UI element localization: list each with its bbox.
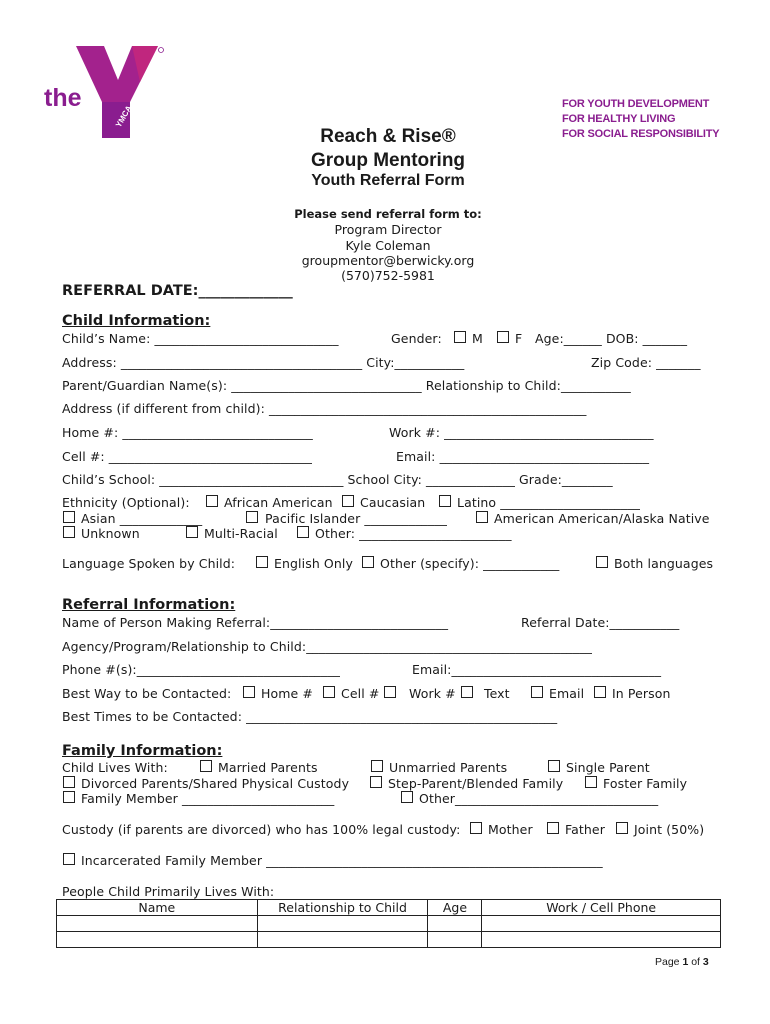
table-cell[interactable] [482,932,721,948]
multiracial-label: Multi-Racial [204,526,278,541]
contact-email[interactable]: groupmentor@berwicky.org [301,253,475,268]
pacific-islander-field[interactable]: Pacific Islander _____________ [265,511,447,526]
contact-work-label: Work # [409,686,456,701]
other-language-field[interactable]: Other (specify): ____________ [380,556,560,571]
table-cell[interactable] [428,932,482,948]
home-phone-field[interactable]: Home #: ______________________________ [62,425,313,440]
contact-home-checkbox[interactable] [243,686,255,698]
asian-field[interactable]: Asian _____________ [81,511,203,526]
language-label: Language Spoken by Child: [62,556,236,571]
both-languages-checkbox[interactable] [596,556,608,568]
unmarried-label: Unmarried Parents [389,760,508,775]
step-parent-checkbox[interactable] [370,776,382,788]
unknown-checkbox[interactable] [63,526,75,538]
custody-father-checkbox[interactable] [547,822,559,834]
custody-label: Custody (if parents are divorced) who has 100% legal custody: [62,822,461,837]
unmarried-checkbox[interactable] [371,760,383,772]
school-field[interactable]: Child’s School: _____________________________ School City: ______________ Grade:________ [62,472,613,487]
alt-address-field[interactable]: Address (if different from child): __________________________________________________ [62,401,587,416]
pacific-islander-checkbox[interactable] [246,511,258,523]
parent-guardian-field[interactable]: Parent/Guardian Name(s): ______________________________ Relationship to Child:___________ [62,378,631,393]
gender-f-checkbox[interactable] [497,331,509,343]
page-label: Page [655,956,680,968]
page-current: 1 [682,956,689,968]
table-header-row [57,900,721,916]
column-header-age: Age [428,900,482,916]
custody-mother-checkbox[interactable] [470,822,482,834]
referral-date-input[interactable]: Referral Date:___________ [521,615,680,630]
contact-email-checkbox[interactable] [531,686,543,698]
divorced-checkbox[interactable] [63,776,75,788]
referral-info-heading: Referral Information: [62,597,236,613]
english-only-checkbox[interactable] [256,556,268,568]
custody-joint-checkbox[interactable] [616,822,628,834]
work-phone-field[interactable]: Work #: _________________________________ [389,425,654,440]
table-cell[interactable] [482,916,721,932]
child-info-heading: Child Information: [62,313,211,329]
married-label: Married Parents [218,760,318,775]
contact-home-label: Home # [261,686,313,701]
contact-text-checkbox[interactable] [461,686,473,698]
column-header-phone: Work / Cell Phone [482,900,721,916]
contact-work-checkbox[interactable] [384,686,396,698]
contact-email-label: Email [549,686,585,701]
table-row[interactable] [57,916,721,932]
lives-with-label: Child Lives With: [62,760,168,775]
page-total: 3 [702,956,709,968]
family-member-checkbox[interactable] [63,791,75,803]
best-way-label: Best Way to be Contacted: [62,686,232,701]
childs-name-field[interactable]: Child’s Name: _____________________________ [62,331,339,346]
gender-m-label: M [472,331,483,346]
divorced-label: Divorced Parents/Shared Physical Custody [81,776,350,791]
unknown-label: Unknown [81,526,140,541]
caucasian-label: Caucasian [360,495,426,510]
foster-family-label: Foster Family [603,776,688,791]
table-cell[interactable] [57,916,258,932]
tagline-youth: FOR YOUTH DEVELOPMENT [562,98,710,110]
multiracial-checkbox[interactable] [186,526,198,538]
step-parent-label: Step-Parent/Blended Family [388,776,564,791]
incarcerated-field[interactable]: Incarcerated Family Member _____________________________________________________ [81,853,603,868]
caucasian-checkbox[interactable] [342,495,354,507]
asian-checkbox[interactable] [63,511,75,523]
page-number [655,956,709,968]
ymca-taglines [562,97,719,142]
single-parent-checkbox[interactable] [548,760,560,772]
gender-m-checkbox[interactable] [454,331,466,343]
table-row[interactable] [57,932,721,948]
custody-joint-label: Joint (50%) [634,822,705,837]
page-of: of [691,956,700,968]
married-checkbox[interactable] [200,760,212,772]
latino-checkbox[interactable] [439,495,451,507]
contact-name: Kyle Coleman [345,238,431,253]
tagline-social: FOR SOCIAL RESPONSIBILITY [562,128,720,140]
other-ethnicity-checkbox[interactable] [297,526,309,538]
referrer-phone-field[interactable]: Phone #(s):________________________________ [62,662,340,677]
people-lives-with-table [56,899,721,948]
incarcerated-checkbox[interactable] [63,853,75,865]
gender-f-label: F [515,331,523,346]
contact-role: Program Director [334,222,442,237]
american-native-checkbox[interactable] [476,511,488,523]
send-to-label: Please send referral form to: [294,207,482,221]
african-american-checkbox[interactable] [206,495,218,507]
contact-cell-checkbox[interactable] [323,686,335,698]
logo-ymca-text: YMCA [113,104,134,129]
zip-code-field[interactable]: Zip Code: _______ [591,355,701,370]
custody-father-label: Father [565,822,605,837]
gender-label: Gender: [391,331,442,346]
referrer-name-field[interactable]: Name of Person Making Referral:____________________________ [62,615,449,630]
other-ethnicity-field[interactable]: Other: ________________________ [315,526,512,541]
contact-cell-label: Cell # [341,686,380,701]
ymca-logo [40,40,170,145]
primarily-lives-label: People Child Primarily Lives With: [62,884,275,899]
logo-word-the: the [44,84,82,112]
tagline-health: FOR HEALTHY LIVING [562,113,676,125]
form-subtitle: Youth Referral Form [311,172,465,189]
cell-phone-field[interactable]: Cell #: ________________________________ [62,449,312,464]
table-cell[interactable] [257,932,428,948]
column-header-relationship: Relationship to Child [257,900,428,916]
referral-date-field[interactable]: REFERRAL DATE:_____________ [62,283,293,299]
referrer-email-field[interactable]: Email:_________________________________ [412,662,662,677]
english-only-label: English Only [274,556,353,571]
ethnicity-label: Ethnicity (Optional): [62,495,190,510]
email-field[interactable]: Email: _________________________________ [396,449,650,464]
contact-phone: (570)752-5981 [341,268,435,283]
best-times-field[interactable]: Best Times to be Contacted: _________________________________________________ [62,709,558,724]
contact-in-person-checkbox[interactable] [594,686,606,698]
agency-field[interactable]: Agency/Program/Relationship to Child:_____________________________________________ [62,639,592,654]
american-native-label: American American/Alaska Native [494,511,710,526]
foster-family-checkbox[interactable] [585,776,597,788]
single-parent-label: Single Parent [566,760,650,775]
other-living-field[interactable]: Other________________________________ [419,791,659,806]
family-member-field[interactable]: Family Member ________________________ [81,791,335,806]
other-language-checkbox[interactable] [362,556,374,568]
column-header-name: Name [57,900,258,916]
african-american-label: African American [224,495,333,510]
form-subtitle-program: Group Mentoring [310,150,466,171]
table-cell[interactable] [57,932,258,948]
other-living-checkbox[interactable] [401,791,413,803]
address-city-field[interactable]: Address: ______________________________________ City:___________ [62,355,465,370]
form-title: Reach & Rise® [320,126,456,147]
contact-text-label: Text [484,686,510,701]
table-cell[interactable] [428,916,482,932]
contact-in-person-label: In Person [612,686,671,701]
latino-field[interactable]: Latino ______________________ [457,495,640,510]
table-cell[interactable] [257,916,428,932]
custody-mother-label: Mother [488,822,533,837]
age-dob-field[interactable]: Age:______ DOB: _______ [535,331,688,346]
both-languages-label: Both languages [614,556,714,571]
family-info-heading: Family Information: [62,743,223,759]
